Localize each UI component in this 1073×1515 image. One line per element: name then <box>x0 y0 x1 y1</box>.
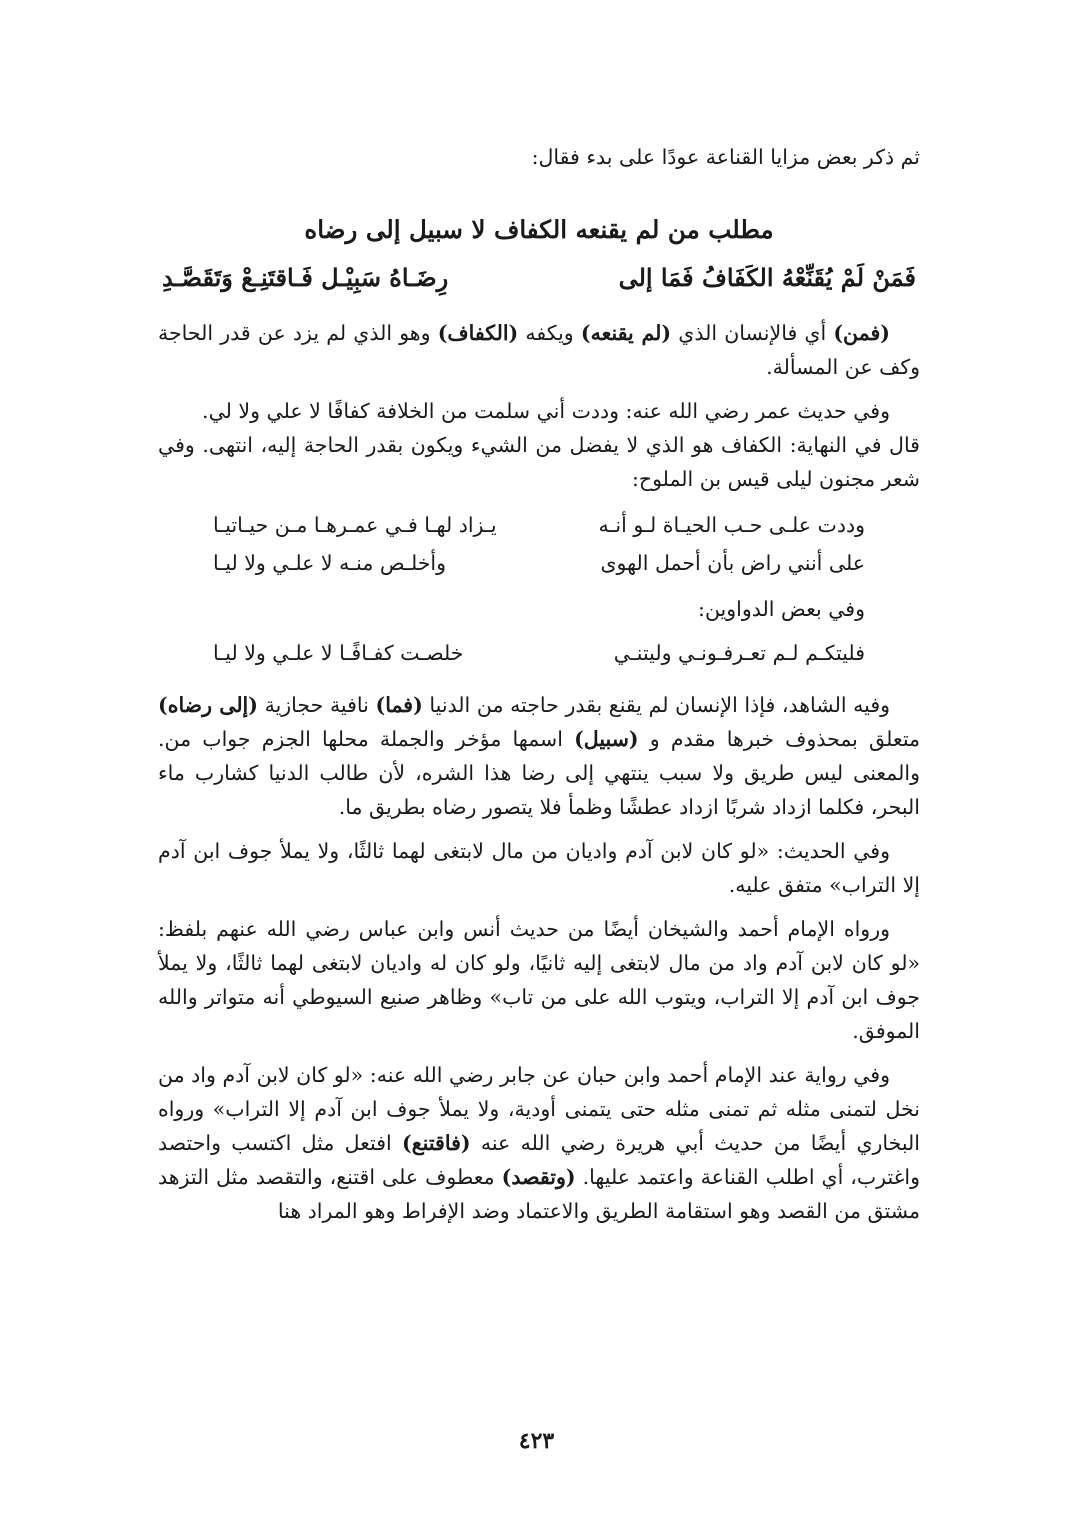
verse-first-hemistich: على أنني راض بأن أحمل الهوى <box>600 551 865 575</box>
text-run: اسمها مؤخر والجملة محلها الجزم جواب من. والمعنى ليس طريق ولا سبب ينتهي إلى رضا هذا الشره، لأن طالب الدنيا كشارب ماء البحر، فكلما ازداد شربًا ازداد عطشًا وظمأ فلا يتصور رضاه بطريق ما. <box>158 727 920 819</box>
paragraph-5: وفي الحديث: «لو كان لابن آدم واديان من مال لابتغى لهما ثالثًا، ولا يملأ جوف ابن آدم إلا التراب» متفق عليه. <box>158 839 920 897</box>
text-run: وهو الذي لم يزد عن قدر الحاجة وكف عن المسألة. <box>158 321 920 379</box>
text-run: متعلق بمحذوف خبرها مقدم و <box>638 727 920 751</box>
section-heading: مطلب من لم يقنعه الكفاف لا سبيل إلى رضاه <box>304 215 774 244</box>
text-run: افتعل مثل اكتسب واحتصد واغترب، أي اطلب القناعة واعتمد عليها. <box>158 1131 920 1189</box>
verse-first-hemistich: وددت علـى حـب الحيـاة لـو أنـه <box>598 513 865 537</box>
paragraph-3: قال في النهاية: الكفاف هو الذي لا يفضل من الشيء ويكون بقدر الحاجة إليه، انتهى. وفي شعر مجنون ليلى قيس بن الملوح: <box>158 433 920 491</box>
main-verse-first-hemistich: فَمَنْ لَمْ يُقَنِّعْهُ الكَفَافُ فَمَا إلى <box>618 263 916 292</box>
text-run: أي فالإنسان الذي <box>671 321 834 345</box>
paragraph-4 <box>158 688 920 824</box>
bold-term: (وتقصد) <box>501 1165 576 1189</box>
text-run: نافية حجازية <box>257 693 376 717</box>
verse-first-hemistich: فليتكـم لـم تعـرفـونـي وليتنـي <box>613 641 865 665</box>
text-run: وفيه الشاهد، فإذا الإنسان لم يقنع بقدر حاجته من الدنيا <box>422 693 891 717</box>
poem-verses-1 <box>158 506 920 582</box>
verse-line <box>213 544 865 582</box>
bold-term: (إلى رضاه) <box>158 693 258 717</box>
verse-second-hemistich: يـزاد لهـا فـي عمـرهـا مـن حيـاتيـا <box>213 513 497 537</box>
bold-term: (فما) <box>375 693 423 717</box>
page-content <box>158 140 920 1238</box>
bold-term: (سبيل) <box>574 727 639 751</box>
main-verse-second-hemistich: رِضَـاهُ سَبِيْـل فَـاقتَنِـعْ وَتَقَصَّـدِ <box>162 263 449 292</box>
bold-term: (لم يقنعه) <box>580 321 672 345</box>
intro-line: ثم ذكر بعض مزايا القناعة عودًا على بدء فقال: <box>531 145 920 169</box>
page-number: ٤٢٣ <box>518 1428 555 1454</box>
bold-term: (فمن) <box>833 321 890 345</box>
verse-second-hemistich: خلصـت كفـافًـا لا علـي ولا ليـا <box>213 641 464 665</box>
verse-line <box>213 506 865 544</box>
verse-line <box>213 634 865 672</box>
paragraph-1 <box>158 316 920 384</box>
text-run: وفي رواية عند الإمام أحمد وابن حبان عن جابر رضي الله عنه: «لو كان لابن آدم واد من نخل لتمنى مثله ثم تمنى مثله حتى يتمنى أودية، ولا يملأ جوف ابن آدم إلا التراب» ورواه البخاري أيضًا من حديث أبي هريرة رضي الله عنه <box>158 1063 920 1155</box>
main-verse <box>158 256 920 300</box>
diwan-label: وفي بعض الدواوين: <box>698 597 865 621</box>
text-run: معطوف على اقتنع، والتقصد مثل التزهد مشتق من القصد وهو استقامة الطريق والاعتماد وضد الإفراط وهو المراد هنا <box>158 1165 920 1223</box>
poem-verses-2 <box>158 634 920 672</box>
bold-term: (فاقتنع) <box>402 1131 471 1155</box>
verse-second-hemistich: وأخلـص منـه لا علـي ولا ليـا <box>213 551 446 575</box>
paragraph-6: ورواه الإمام أحمد والشيخان أيضًا من حديث أنس وابن عباس رضي الله عنهم بلفظ: «لو كان لابن آدم واد من مال لابتغى إليه ثانيًا، ولو كان له واديان لابتغى لهما ثالثًا، ولا يملأ جوف ابن آدم إلا التراب، ويتوب الله على من تاب» وظاهر صنيع السيوطي أنه متواتر والله الموفق. <box>158 917 920 1043</box>
text-run: ويكفه <box>518 321 581 345</box>
paragraph-7 <box>158 1058 920 1228</box>
bold-term: (الكفاف) <box>437 321 519 345</box>
paragraph-2: وفي حديث عمر رضي الله عنه: وددت أني سلمت من الخلافة كفافًا لا علي ولا لي. <box>202 399 890 423</box>
